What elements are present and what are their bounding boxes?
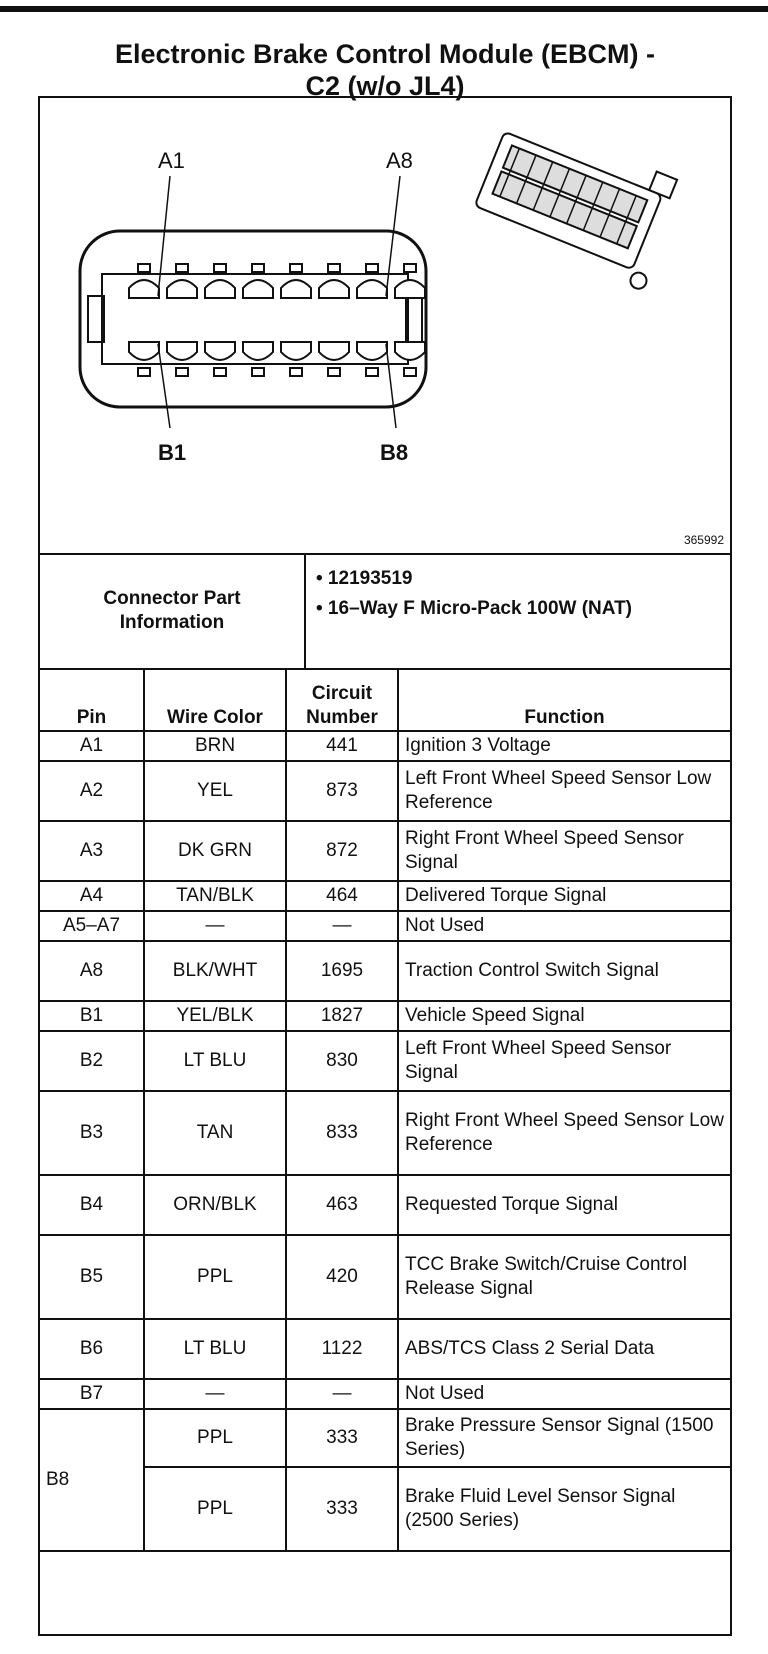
cell-pin: B5 bbox=[40, 1235, 144, 1319]
terminal-tab bbox=[176, 368, 188, 376]
table-row-b8a bbox=[40, 1409, 730, 1467]
terminal-tab bbox=[366, 264, 378, 272]
cell-function: Not Used bbox=[398, 911, 730, 941]
connector-diagram bbox=[40, 98, 730, 555]
table-row bbox=[40, 1031, 730, 1091]
cell-pin: B7 bbox=[40, 1379, 144, 1409]
cell-function: TCC Brake Switch/Cruise Control Release Signal bbox=[398, 1235, 730, 1319]
cell-circuit: 1122 bbox=[286, 1319, 398, 1379]
pin-cavity bbox=[319, 280, 349, 298]
pin-cavity bbox=[357, 342, 387, 360]
cell-function: Left Front Wheel Speed Sensor Low Reference bbox=[398, 761, 730, 821]
table-row bbox=[40, 1379, 730, 1409]
terminal-tab bbox=[404, 368, 416, 376]
pin-cavity bbox=[243, 280, 273, 298]
cell-circuit: 464 bbox=[286, 881, 398, 911]
cell-wire-color: BRN bbox=[144, 731, 286, 761]
header-wire-color: Wire Color bbox=[144, 668, 286, 731]
cell-pin: A1 bbox=[40, 731, 144, 761]
cell-circuit: — bbox=[286, 911, 398, 941]
cell-function: Right Front Wheel Speed Sensor Signal bbox=[398, 821, 730, 881]
label-a1: A1 bbox=[158, 148, 185, 173]
cell-pin: A4 bbox=[40, 881, 144, 911]
top-rule bbox=[0, 6, 768, 12]
table-header-row bbox=[40, 668, 730, 731]
terminal-tab bbox=[138, 368, 150, 376]
header-circuit-number: Circuit Number bbox=[286, 668, 398, 731]
cell-wire-color: — bbox=[144, 911, 286, 941]
part-number: • 12193519 bbox=[316, 568, 413, 589]
connector-outline bbox=[80, 231, 426, 407]
cell-function: Left Front Wheel Speed Sensor Signal bbox=[398, 1031, 730, 1091]
pin-cavity bbox=[167, 280, 197, 298]
pin-cavity bbox=[129, 342, 159, 360]
cell-wire-color: TAN/BLK bbox=[144, 881, 286, 911]
cell-function-b8b: Brake Fluid Level Sensor Signal (2500 Series) bbox=[398, 1467, 730, 1551]
pin-cavity bbox=[281, 342, 311, 360]
cell-wire-color: DK GRN bbox=[144, 821, 286, 881]
terminal-tab bbox=[328, 368, 340, 376]
cell-circuit: 441 bbox=[286, 731, 398, 761]
pin-cavity bbox=[205, 280, 235, 298]
cell-wire-color: — bbox=[144, 1379, 286, 1409]
cell-pin: B3 bbox=[40, 1091, 144, 1175]
connector-label-line-1: Connector Part bbox=[103, 587, 241, 609]
cell-function: ABS/TCS Class 2 Serial Data bbox=[398, 1319, 730, 1379]
connector-part-list bbox=[316, 567, 716, 627]
terminal-tab bbox=[290, 264, 302, 272]
label-a8: A8 bbox=[386, 148, 413, 173]
cell-pin: B1 bbox=[40, 1001, 144, 1031]
table-row bbox=[40, 761, 730, 821]
cell-function-b8a: Brake Pressure Sensor Signal (1500 Series) bbox=[398, 1409, 730, 1467]
cell-function: Right Front Wheel Speed Sensor Low Reference bbox=[398, 1091, 730, 1175]
cell-circuit: 420 bbox=[286, 1235, 398, 1319]
cell-circuit: 872 bbox=[286, 821, 398, 881]
title-line-1: Electronic Brake Control Module (EBCM) - bbox=[114, 39, 656, 69]
terminal-tab bbox=[214, 264, 226, 272]
table-row bbox=[40, 1235, 730, 1319]
cell-circuit: — bbox=[286, 1379, 398, 1409]
pin-cavity bbox=[357, 280, 387, 298]
connector-face-drawing bbox=[40, 98, 730, 553]
pin-cavity bbox=[167, 342, 197, 360]
connector-perspective-icon bbox=[469, 113, 687, 291]
cell-circuit-b8b: 333 bbox=[286, 1467, 398, 1551]
table-row bbox=[40, 821, 730, 881]
cell-circuit: 1827 bbox=[286, 1001, 398, 1031]
cell-function: Delivered Torque Signal bbox=[398, 881, 730, 911]
cell-circuit: 833 bbox=[286, 1091, 398, 1175]
cell-wire-color: ORN/BLK bbox=[144, 1175, 286, 1235]
connector-label-line-2: Information bbox=[119, 611, 225, 633]
table-row bbox=[40, 1001, 730, 1031]
cell-pin: A2 bbox=[40, 761, 144, 821]
header-pin: Pin bbox=[40, 668, 144, 731]
pin-cavity bbox=[129, 280, 159, 298]
pin-cavity bbox=[205, 342, 235, 360]
terminal-tab bbox=[252, 368, 264, 376]
cell-wire-color: BLK/WHT bbox=[144, 941, 286, 1001]
label-b1: B1 bbox=[158, 440, 187, 465]
table-row bbox=[40, 1319, 730, 1379]
cell-circuit: 463 bbox=[286, 1175, 398, 1235]
cell-function: Requested Torque Signal bbox=[398, 1175, 730, 1235]
pin-cavity bbox=[395, 280, 425, 298]
connector-part-information bbox=[40, 553, 730, 670]
table-row bbox=[40, 1175, 730, 1235]
table-row bbox=[40, 731, 730, 761]
cell-circuit-b8a: 333 bbox=[286, 1409, 398, 1467]
connector-description: • 16–Way F Micro-Pack 100W (NAT) bbox=[316, 598, 633, 619]
table-row bbox=[40, 881, 730, 911]
pin-cavity bbox=[243, 342, 273, 360]
figure-number: 365992 bbox=[683, 533, 724, 547]
cell-wire-color: TAN bbox=[144, 1091, 286, 1175]
connector-part-label bbox=[40, 553, 306, 668]
terminal-tab bbox=[176, 264, 188, 272]
pin-cavity bbox=[281, 280, 311, 298]
cell-circuit: 873 bbox=[286, 761, 398, 821]
table-row-b8b bbox=[40, 1467, 730, 1551]
header-function: Function bbox=[398, 668, 730, 731]
cell-color-b8a: PPL bbox=[144, 1409, 286, 1467]
page-title bbox=[40, 38, 730, 102]
cell-wire-color: YEL bbox=[144, 761, 286, 821]
table-row bbox=[40, 1091, 730, 1175]
connector-sheet bbox=[38, 96, 732, 1636]
title-line-2: C2 (w/o JL4) bbox=[305, 71, 465, 101]
terminal-tab bbox=[290, 368, 302, 376]
pin-cavity bbox=[319, 342, 349, 360]
cell-circuit: 830 bbox=[286, 1031, 398, 1091]
cell-wire-color: YEL/BLK bbox=[144, 1001, 286, 1031]
table-row bbox=[40, 941, 730, 1001]
cell-wire-color: PPL bbox=[144, 1235, 286, 1319]
cell-pin: A8 bbox=[40, 941, 144, 1001]
terminal-tab bbox=[138, 264, 150, 272]
pin-cavity bbox=[395, 342, 425, 360]
cell-circuit: 1695 bbox=[286, 941, 398, 1001]
table-row bbox=[40, 911, 730, 941]
cell-function: Ignition 3 Voltage bbox=[398, 731, 730, 761]
terminal-tab bbox=[252, 264, 264, 272]
cell-pin: B6 bbox=[40, 1319, 144, 1379]
cell-pin: A5–A7 bbox=[40, 911, 144, 941]
terminal-tab bbox=[404, 264, 416, 272]
cell-function: Not Used bbox=[398, 1379, 730, 1409]
cell-function: Vehicle Speed Signal bbox=[398, 1001, 730, 1031]
cell-wire-color: LT BLU bbox=[144, 1319, 286, 1379]
cell-pin-b8: B8 bbox=[40, 1409, 144, 1551]
cell-wire-color: LT BLU bbox=[144, 1031, 286, 1091]
terminal-tab bbox=[214, 368, 226, 376]
cell-function: Traction Control Switch Signal bbox=[398, 941, 730, 1001]
cell-color-b8b: PPL bbox=[144, 1467, 286, 1551]
pinout-table bbox=[40, 668, 730, 1552]
label-b8: B8 bbox=[380, 440, 409, 465]
terminal-tab bbox=[366, 368, 378, 376]
cell-pin: B4 bbox=[40, 1175, 144, 1235]
terminal-tab bbox=[328, 264, 340, 272]
cell-pin: A3 bbox=[40, 821, 144, 881]
cell-pin: B2 bbox=[40, 1031, 144, 1091]
